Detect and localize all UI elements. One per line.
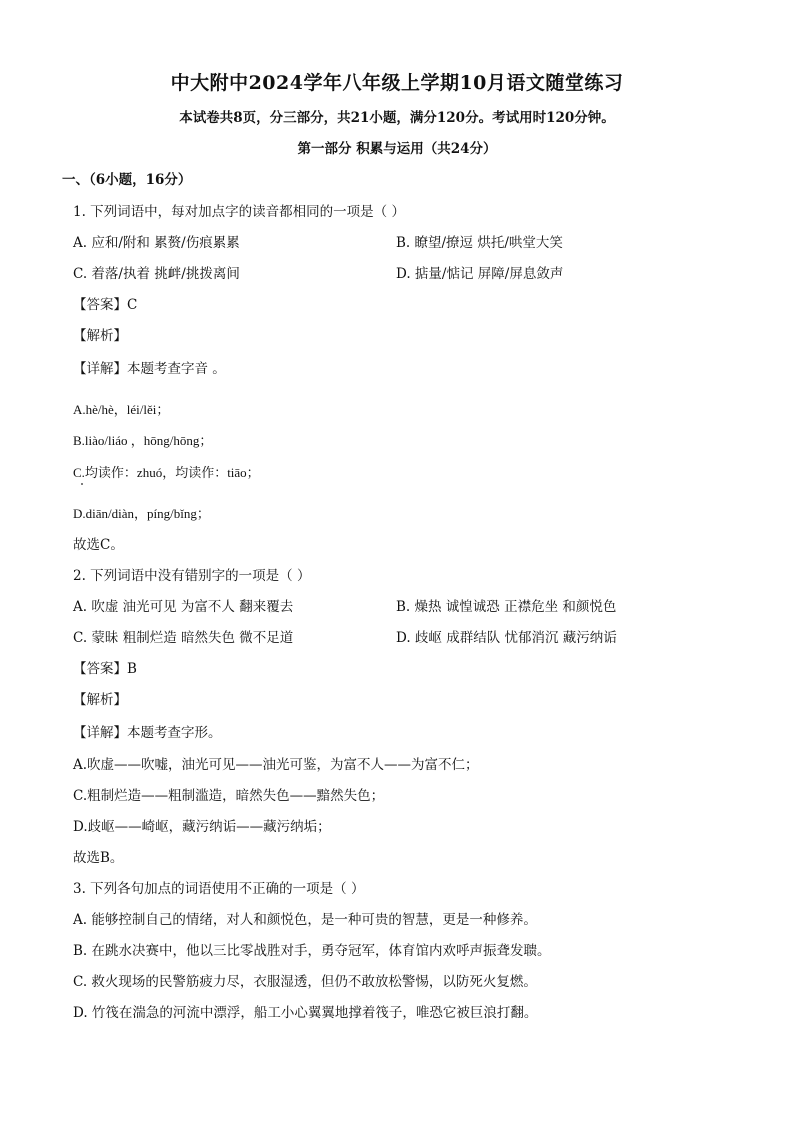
exam-info: 本试卷共8页，分三部分，共21小题，满分120分。考试用时120分钟。 bbox=[179, 110, 615, 126]
question-3-option-a: A. 能够控制自己的情绪，对人和颜悦色，是一种可贵的智慧，更是一种修养。 bbox=[73, 912, 537, 928]
question-2-explanation-line: C.粗制烂造——粗制滥造，暗然失色——黯然失色； bbox=[73, 788, 385, 804]
question-3-option-b: B. 在跳水决赛中，他以三比零战胜对手，勇夺冠军，体育馆内欢呼声振聋发聩。 bbox=[73, 943, 551, 959]
question-1-analysis: 【解析】 bbox=[73, 328, 127, 344]
question-2-option-d: D. 歧岖 成群结队 忧郁消沉 藏污纳诟 bbox=[396, 630, 617, 646]
question-1-detail: 【详解】本题考查字音 。 bbox=[73, 361, 226, 377]
question-3-option-c: C. 救火现场的民警筋疲力尽，衣服湿透，但仍不敢放松警惕，以防死火复燃。 bbox=[73, 974, 537, 990]
question-1-explanation-line: B.liào/liáo ，hōng/hōng； bbox=[73, 433, 213, 448]
question-2-option-a: A. 吹虚 油光可见 为富不人 翻来覆去 bbox=[73, 599, 294, 615]
question-2-option-c: C. 蒙昧 粗制烂造 暗然失色 微不足道 bbox=[73, 630, 294, 646]
stray-dot-mark bbox=[81, 483, 83, 485]
question-1-explanation-line: D.diān/diàn，píng/bǐng； bbox=[73, 506, 210, 521]
question-1-option-d: D. 掂量/惦记 屏障/屏息敛声 bbox=[396, 266, 564, 282]
question-2-stem: 2. 下列词语中没有错别字的一项是（ ） bbox=[73, 568, 311, 584]
question-1-option-a: A. 应和/附和 累赘/伤痕累累 bbox=[73, 235, 240, 251]
question-2-option-b: B. 燥热 诚惶诚恐 正襟危坐 和颜悦色 bbox=[396, 599, 617, 615]
question-1-option-b: B. 瞭望/撩逗 烘托/哄堂大笑 bbox=[396, 235, 563, 251]
question-1-explanation-line: C.均读作：zhuó，均读作：tiāo； bbox=[73, 465, 260, 480]
question-3-stem: 3. 下列各句加点的词语使用不正确的一项是（ ） bbox=[73, 881, 365, 897]
question-1-stem: 1. 下列词语中，每对加点字的读音都相同的一项是（ ） bbox=[73, 204, 405, 220]
question-2-explanation-line: A.吹虚——吹嘘，油光可见——油光可鉴，为富不人——为富不仁； bbox=[73, 757, 479, 773]
question-1-explanation-line: A.hè/hè，léi/lěi； bbox=[73, 402, 170, 417]
question-2-explanation-line: D.歧岖——崎岖，藏污纳诟——藏污纳垢； bbox=[73, 819, 331, 835]
question-3-option-d: D. 竹筏在湍急的河流中漂浮，船工小心翼翼地撑着筏子，唯恐它被巨浪打翻。 bbox=[73, 1005, 538, 1021]
question-2-conclusion: 故选B。 bbox=[73, 850, 124, 866]
section-heading: 一、（6小题，16分） bbox=[62, 172, 192, 188]
question-2-analysis: 【解析】 bbox=[73, 692, 127, 708]
page-title: 中大附中2024学年八年级上学期10月语文随堂练习 bbox=[170, 72, 624, 94]
question-2-answer: 【答案】B bbox=[73, 661, 137, 677]
question-2-detail: 【详解】本题考查字形。 bbox=[73, 725, 222, 741]
question-1-conclusion: 故选C。 bbox=[73, 537, 124, 553]
question-1-option-c: C. 着落/执着 挑衅/挑拨离间 bbox=[73, 266, 240, 282]
part-heading: 第一部分 积累与运用（共24分） bbox=[297, 141, 497, 157]
question-1-answer: 【答案】C bbox=[73, 297, 138, 313]
